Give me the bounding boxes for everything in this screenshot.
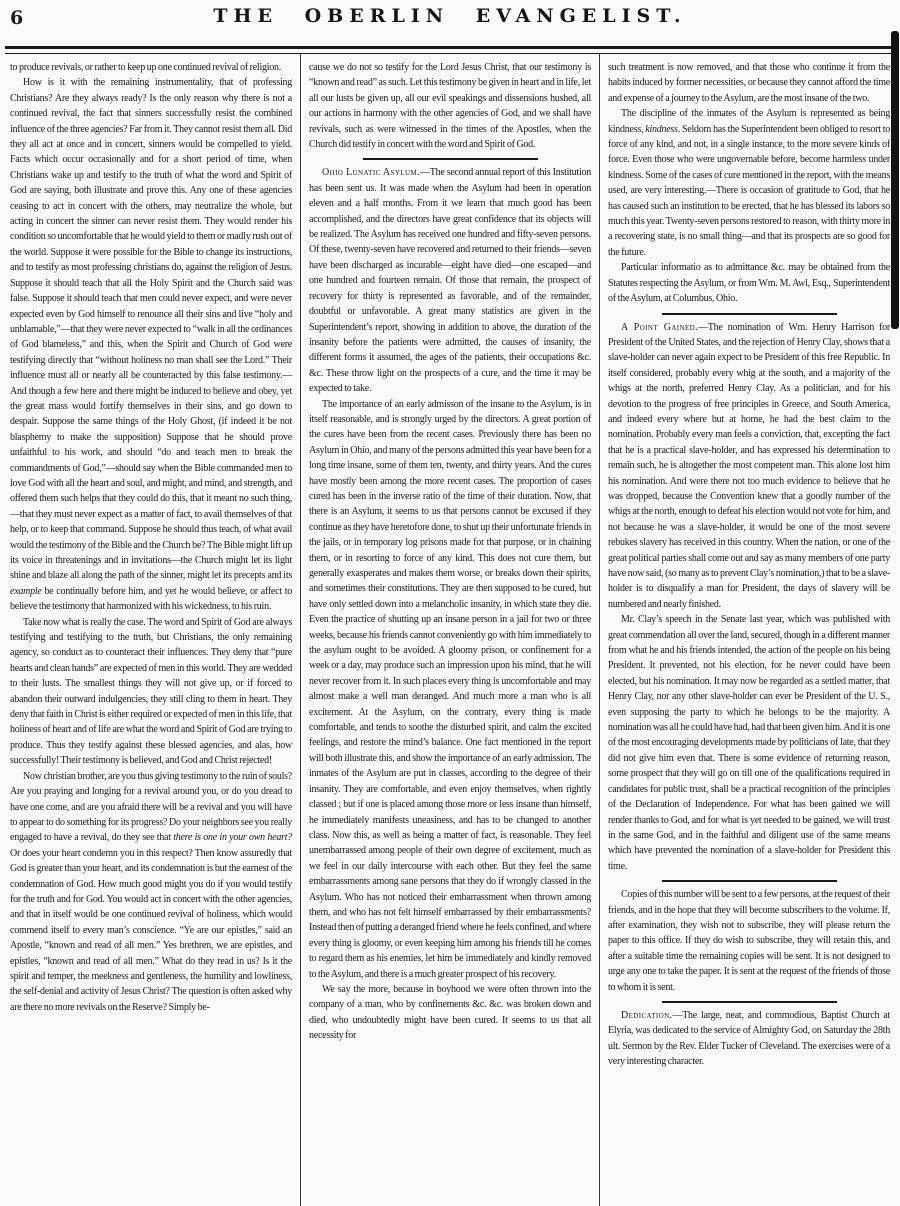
paragraph: The discipline of the inmates of the Asylum is represented as being kindness, kindness. Seldom has the Superintendent been obliged to resort to force of any kind, and not, in a single instance, to the more severe kinds of force. Even those who were ungovernable before, become harmless under kindness. Some of the cases of cure mentioned in the report, with the means used, are very interesting.—There is occasion of gratitude to God, that he has caused such an institution to be erected, that he has blessed its labors so much this year. Twenty-seven persons restored to reason, with thirty more in a recovering state, is no small thing—and that its prospects are so good for the future. xyxy=(608,108,891,258)
paragraph: We say the more, because in boyhood we were often thrown into the company of a man, who by confinements &c. &c. was broken down and died, who undoubtedly might have been cured. It seems to us that all necessity for xyxy=(309,983,591,1042)
paragraph: Now christian brother, are you thus giving testimony to the ruin of souls? Are you praying and longing for a revival around you, or do you dread to have one come, and are you afraid there will be a revival and you will have to appear to do something for its progress? Do your neighbors see you really engaged to have a revival, do they see that there is one in your own heart? Or does your heart condemn you in this respect? Then know assuredly that God is greater than your heart, and its condemnation is but the earnest of the condemnation of God. How much good might you do if you would testify for the truth and for God. You would act in concert with the other agencies, and that in itself would be one continued revival of holiness, which would commend itself to every man’s conscience. “Ye are our epistles,” said an Apostle, “known and read of all men.” Yes brethren, we are epistles, and epistles, “known and read of all men.” What do they read in us? Is it the spirit and temper, the meekness and gentleness, the humility and lowliness, the self-denial and activity of Jesus Christ? The question is often asked why are there no more revivals on the Reserve? Simply be- xyxy=(10,770,293,1013)
article-lead-in: Ohio Lunatic Asylum. xyxy=(322,167,420,179)
paragraph: The importance of an early admisson of the insane to the Asylum, is in itself reasonable, and is strongly urged by the directors. A great portion of the cures have been from the recent cases. Previously there has been no Asylum in Ohio, and many of the persons admitted this year have been for a long time insane, some of them ten, twenty, and thirty years. And the cures have mostly been among the more recent cases. The proportion of cases cured has been in the inverse ratio of the time of their duration. Now, that there is an Asylum, it seems to us that persons cannot be excused if they continue as they have heretofore done, to shut up their unfortunate friends in the jails, or in temporary log prisons made for that purpose, or in chaining them, or in resorting to force of any kind. This does not cure them, but generally exasperates and makes them worse, or breaks down their spirits, and sometimes their constitutions. They are then supposed to be cured, but have only settled down into a melancholic insanity, in which state they die. Even the practice of shutting up an insane person in a jail for two or three weeks, because his friends cannot conveniently go with him immediately to the asylum ought to be avoided. A gloomy prison, or confinement for a week or a day, may produce such an impression upon his mind, that he will never recover from it. In such places every thing is uncomfortable and may almost make a well man deranged. And much more a man who is all excitement. At the Asylum, on the contrary, every thing is made comfortable, and tends to soothe the disturbed spirit, and calm the excited feelings, and restore the mind’s balance. One fact mentioned in the report will both illustrate this, and show the importance of an early admission. The inmates of the Asylum are put in classes, according to the degree of their insanity. They are comfortable, and even enjoy themselves, when rightly classed ; but if one is placed among those more or less insane than himself, he immediately manifests uneasiness, and has to be changed to another class. Now this, as well as being a matter of fact, is reasonable. They feel unembarrassed among people of their own degree of excitement, much as we feel in our daily intercourse with each other. But they feel the same embarrassments among sane persons that they do if wrongly classed in the Asylum. Who has not noticed their embarrassment when thrown among them, and who has not felt himself embarrassed by their embarrassments? Instead then of putting a deranged friend where he feels confined, and where every thing is gloomy, or even keeping him among his friends till he comes to regard them as his enemies, let him be immediately and kindly removed to the Asylum, and there is a much greater prospect of his recovery. xyxy=(309,398,591,980)
paragraph: such treatment is now removed, and that those who continue it from the habits induced by former necessities, or because they cannot afford the time and expense of a journey to the Asylum, are the most insane of the two. xyxy=(608,62,890,104)
column-3 xyxy=(599,54,898,1206)
article-start-paragraph: Ohio Lunatic Asylum.—The second annual report of this Institution has been sent us. It was made when the Asylum had been in operation eleven and a half months. From it we learn that much good has been accomplished, and the directors have great confidence that its objects will be realized. The Asylum has received one hundred and fifty-seven persons. Of these, twenty-seven have recovered and returned to their friends—seven have been discharged as incurable—eight have died—one escaped—and one hundred and fourteen remain. Of those that remain, the prospect of recovery for thirty is represented as favorable, and of the remainder, doubtful or unfavorable. A great many statistics are given in the Superintendent’s report, showing in addition to above, the duration of the insanity before the patients were admitted, the causes of insanity, the different forms it assumed, the ages of the patients, their occupations &c. &c. These throw light on the prospects of a cure, and the time it may be expected to take. xyxy=(309,167,591,395)
section-divider-rule xyxy=(363,158,538,160)
paragraph: Copies of this number will be sent to a few persons, at the request of their friends, and in the hope that they will become subscribers to the volume. If, after examination, they wish not to subscribe, they will please return the paper to this office. If they do wish to subscribe, they will retain this, and after a suitable time the remaining copies will be sent. It is not designed to urge any one to take the paper. It is sent at the request of the friends of those to whom it is sent. xyxy=(608,889,890,993)
paragraph: Particular informatio as to admittance &c. may be obtained from the Statutes respecting the Asylum, or from Wm. M. Awl, Esq., Superintendent of the Asylum, at Columbus, Ohio. xyxy=(608,262,890,305)
article-start-paragraph: Dedication.—The large, neat, and commodious, Baptist Church at Elyria, was dedicated to the service of Almighty God, on Saturday the 28th ult. Sermon by the Rev. Elder Tucker of Cleveland. The exercises were of a very interesting character. xyxy=(608,1009,890,1068)
section-divider-rule xyxy=(662,1001,837,1003)
page-header xyxy=(0,0,900,43)
paragraph: Mr. Clay’s speech in the Senate last year, which was published with great commendation all over the land, secured, though in a different manner from what he and his friends intended, the action of the people on his being President. It prevented, not his election, for he never could have been elected, but his nomination. It may now be regarded as a settled matter, that Henry Clay, nor any other slave-holder can ever be President of the U. S., even supposing the party to which he belongs to be the majority. A nomination was all he could have had, had that been given him. And it is one of the most encouraging developments made by politicians of late, that they did not give him even that. There is some evidence of returning reason, some prospect that they will go on till one of the qualifications required in candidates for public trust, shall be a practical recognition of the principles of the Declaration of Independence. For what has been gained we will render thanks to God, and for what is yet needed to be gained, we will trust in the same God, and in the faithful and diligent use of the same means which have prevented the nomination of a slave-holder for President this time. xyxy=(608,614,890,872)
masthead-divider-rule xyxy=(5,46,895,54)
paragraph: Take now what is really the case. The word and Spirit of God are always testifying and testifying to the truth, but Christians, the only remaining agency, so conduct as to counteract their influences. They deny that “pure hearts and clean hands” are expected of men in this world. They are wedded to their lusts. The smallest things they will not give up, or if forced to abandon their outward indulgencies, they still cling to them in heart. They deny that faith in Christ is either required or expected of men in this life, that holiness of heart and of life are what the word and Spirit of God are trying to produce. Thus they testify against these blessed agencies, and alas, how successfully! Their testimony is believed, and God and Christ rejected! xyxy=(10,616,292,767)
column-1 xyxy=(2,54,300,1206)
article-start-paragraph: A Point Gained.—The nomination of Wm. Henry Harrison for President of the United States, and the rejection of Henry Clay, shows that a slave-holder can never again expect to be President of this free Republic. In itself considered, probably every whig at the south, and a majority of the whigs at the north, preferred Henry Clay. As a politician, and for his devotion to the progress of free principles in Greece, and South America, and indeed every where but at home, he had the best claim to the nomination. Probably every man feels a conviction, that, excepting the fact that he is a practical slave-holder, and has expressed his determination to remain such, he is altogether the most competent man. This alone lost him his nomination. And were there not too much evidence to believe that he was dropped, because the Convention knew that a goodly number of the whigs at the north, enough to defeat his election would not vote for him, and not because he was a slave-holder, it would be one of the most severe rebukes slavery has received in this country. When the nation, or one of the great political parties shall come out and say as many members of one party have now said, (so many as to prevent Clay’s nomination,) that to be a slave-holder is to disqualify a man for President, the days of slavery will be numbered and nearly finished. xyxy=(608,321,890,610)
paragraph: cause we do not so testify for the Lord Jesus Christ, that our testimony is “known and read” as such. Let this testimony be given in heart and in life, let all our lusts be given up, all our evil speakings and dissensions hushed, all our actions in harmony with the other agencies of God, and we shall have revivals, such as were witnessed in the times of the Apostles, when the Church did testify in concert with the word and Spirit of God. xyxy=(309,62,591,151)
column-layout xyxy=(0,54,900,1206)
page-number: 6 xyxy=(10,7,24,29)
paragraph: to produce revivals, or rather to keep up one continued revival of religion. xyxy=(10,62,282,73)
masthead-title: THE OBERLIN EVANGELIST. xyxy=(213,5,687,27)
article-lead-in: A Point Gained. xyxy=(621,321,698,333)
article-lead-in: Dedication. xyxy=(621,1009,673,1021)
column-2 xyxy=(300,54,599,1206)
section-divider-rule xyxy=(662,880,837,882)
section-divider-rule xyxy=(662,313,837,315)
scan-edge-artifact xyxy=(891,31,899,329)
paragraph: How is it with the remaining instrumentality, that of professing Christians? Are they always ready? Is the only reason why there is not a continued revival, the fact that sinners successfully resist the combined influence of the three agencies? Far from it. They cannot resist them all. Did they all act at once and in concert, sinners would be compelled to yield. Facts which occur occasionally and for a short period of time, when Christians wake up and testify to the truth of what the word and Spirit of God are saying, both illustrate and prove this. Any one of these agencies ceasing to act in concert with the others, may neutralize the whole, but acting in concert the sinner can never resist them. They would render his condition so uncomfortable that he would yield to them or madly rush out of the world. Suppose it were possible for the Bible to change its instructions, and to testify as most professing christians do, against the religion of Jesus. Suppose it should teach that all the Holy Spirit and the Church said was false. Suppose it should teach that men could never expect, and were never expected even by God himself to renounce all their sins and live “holy and unblamable,”—that they were never expected to “walk in all the ordinances of God blameless,” and this, when the Spirit and Church of God were testifying directly that “without holiness no man shall see the Lord.” Their influence must all or nearly all be counteracted by this false testimony.—And though a few here and there might be induced to believe and obey, yet the great mass would fortify themselves in their sins, and go down to despair. Suppose the same things of the Holy Ghost, (if indeed it be not blasphemy to make the supposition) Suppose that he should prove unfaithful to his work, and should “do and teach men to break the commandments of God,”—should say when the Bible commanded men to love God with all the heart and soul, and might, and mind, and strength, and offered them such helps that they could do this, that it meant no such thing,—that they must never expect as a matter of fact, to avail themselves of that help, or to keep that command. Suppose he should thus teach, of what avail would the testimony of the Bible and the Church be? The Bible might lift up its voice in threatenings and in invitations—the Church might let its light shine and blaze all along the path of the sinner, might let its precepts and its example be continually before him, and yet he would believe, or affect to believe the testimony that harmonized with his wickedness, to his ruin. xyxy=(10,77,292,613)
